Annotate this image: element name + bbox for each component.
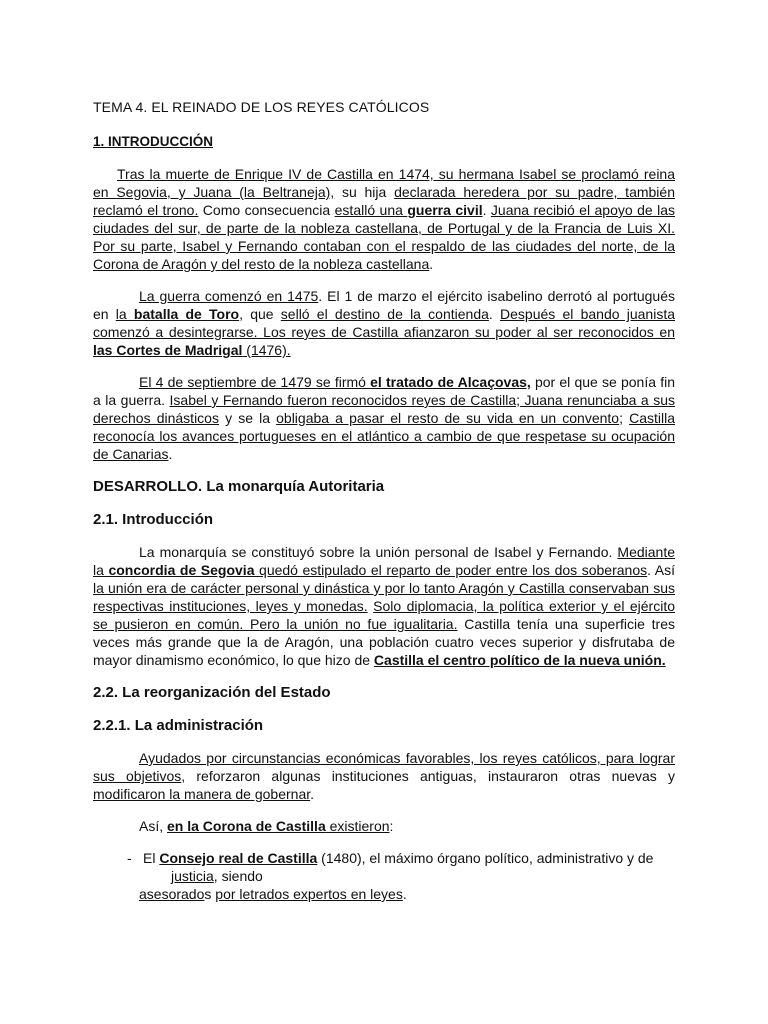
text-span: Después el bando juanista comenzó a desintegrarse. Los reyes de Castilla afianzaron su poder al ser reconocidos en (93, 306, 675, 340)
text-span: en la Corona de Castilla (167, 818, 326, 834)
section-heading-desarrollo: DESARROLLO. La monarquía Autoritaria (93, 478, 385, 495)
text-span: el tratado de Alcaçovas, (370, 374, 531, 390)
document-body (93, 98, 675, 903)
subsection-heading-administracion: 2.2.1. La administración (93, 717, 264, 734)
text-span: Castilla reconocía los avances portugueses en el atlántico a cambio de que respetase su ocupación de Canarias (93, 410, 675, 462)
text-span: y se la (218, 410, 277, 426)
text-span: : (389, 818, 394, 834)
paragraph-monarquia (93, 543, 675, 669)
text-span: su hija (334, 184, 395, 200)
text-span: Juana recibió el apoyo de las ciudades del sur, de parte de la nobleza castellana, de Portugal y de la Francia de Luis XI. Por su parte, Isabel y Fernando contaban con el respaldo de las ciudades del norte, de la Corona de Aragón y del resto de la nobleza castellana (93, 202, 675, 272)
text-span: estalló una (334, 202, 408, 218)
text-span: La guerra comenzó en 1475 (139, 288, 319, 304)
text-span: , que (239, 306, 281, 322)
text-span: ; (619, 410, 630, 426)
text-span: . (488, 306, 501, 322)
document-title: TEMA 4. EL REINADO DE LOS REYES CATÓLICOS (93, 99, 430, 115)
text-span: . Así (647, 562, 676, 578)
text-span: , reforzaron algunas instituciones antiguas, instauraron otras nuevas y (181, 768, 676, 784)
text-span: , siendo (213, 868, 263, 884)
text-span: batalla de Toro (133, 306, 240, 322)
text-span: El (143, 850, 160, 866)
paragraph-intro-2 (93, 287, 675, 359)
text-span: Así, (139, 818, 168, 834)
text-span: la (115, 306, 134, 322)
list-dash: - (127, 850, 132, 866)
text-span: la unión era de carácter personal y dinástica y por lo tanto Aragón y Castilla conservaban sus respectivas instituciones, leyes y monedas. (93, 580, 675, 614)
text-span: . El 1 de marzo el ejército isabelino derrotó al portugués en (93, 288, 676, 322)
text-span: Consejo real de Castilla (159, 850, 318, 866)
text-span: Solo diplomacia, la política exterior y el ejército se pusieron en común. Pero la unión no fue igualitaria. (93, 598, 676, 632)
text-span: . (482, 202, 491, 218)
list-item-line (143, 867, 675, 885)
text-span: . (429, 256, 434, 272)
text-span: . (310, 786, 315, 802)
paragraph-intro-3 (93, 373, 675, 463)
text-span: . (402, 886, 407, 902)
text-span: declarada heredera por su padre, también reclamó el trono. (93, 184, 675, 218)
text-span: selló el destino de la contienda (280, 306, 489, 322)
section-heading-introduccion: 1. INTRODUCCIÓN (93, 134, 214, 149)
text-span: modificaron la manera de gobernar (93, 786, 311, 802)
text-span: Castilla tenía una superficie tres veces más grande que la de Aragón, una población cuatro veces superior y disfrutaba de mayor dinamismo económico, lo que hizo de (93, 616, 675, 668)
text-span: Como consecuencia (198, 202, 335, 218)
paragraph-administracion (93, 749, 675, 803)
text-span: . (168, 446, 173, 462)
text-span: existieron (325, 818, 390, 834)
list-item (93, 849, 675, 903)
text-span: asesorado (139, 886, 205, 902)
text-span: (1480), el máximo órgano político, administrativo y de (317, 850, 654, 866)
text-span: s (204, 886, 216, 902)
text-span: concordia de Segovia (108, 562, 255, 578)
text-span: Mediante la (93, 544, 675, 578)
list-item-line (139, 885, 675, 903)
text-span: Isabel y Fernando fueron reconocidos reyes de Castilla; Juana renunciaba a sus derechos dinásticos (93, 392, 675, 426)
text-span: La monarquía se constituyó sobre la unión personal de Isabel y Fernando. (139, 544, 618, 560)
text-span: (1476). (242, 342, 291, 358)
subsection-heading-introduccion: 2.1. Introducción (93, 511, 214, 528)
text-span: por el que se ponía fin a la guerra. (93, 374, 675, 408)
text-span: Tras la muerte de Enrique IV de Castilla en 1474, su hermana Isabel se proclamó reina en Segovia, y Juana (la Beltraneja), (93, 166, 675, 200)
text-span: guerra civil (407, 202, 483, 218)
text-span: las Cortes de Madrigal (93, 342, 243, 358)
paragraph-corona-castilla (93, 817, 675, 835)
text-span: El 4 de septiembre de 1479 se firmó (139, 374, 371, 390)
subsection-heading-reorganizacion: 2.2. La reorganización del Estado (93, 684, 331, 701)
text-span: justicia (171, 868, 214, 884)
text-span: obligaba a pasar el resto de su vida en un convento (276, 410, 620, 426)
paragraph-intro-1 (93, 165, 675, 273)
text-span: Ayudados por circunstancias económicas favorables, los reyes católicos, para lograr sus objetivos (93, 750, 675, 784)
text-span: por letrados expertos en leyes (215, 886, 403, 902)
text-span: Castilla el centro político de la nueva unión. (373, 652, 666, 668)
text-span: quedó estipulado el reparto de poder entre los dos soberanos (254, 562, 648, 578)
